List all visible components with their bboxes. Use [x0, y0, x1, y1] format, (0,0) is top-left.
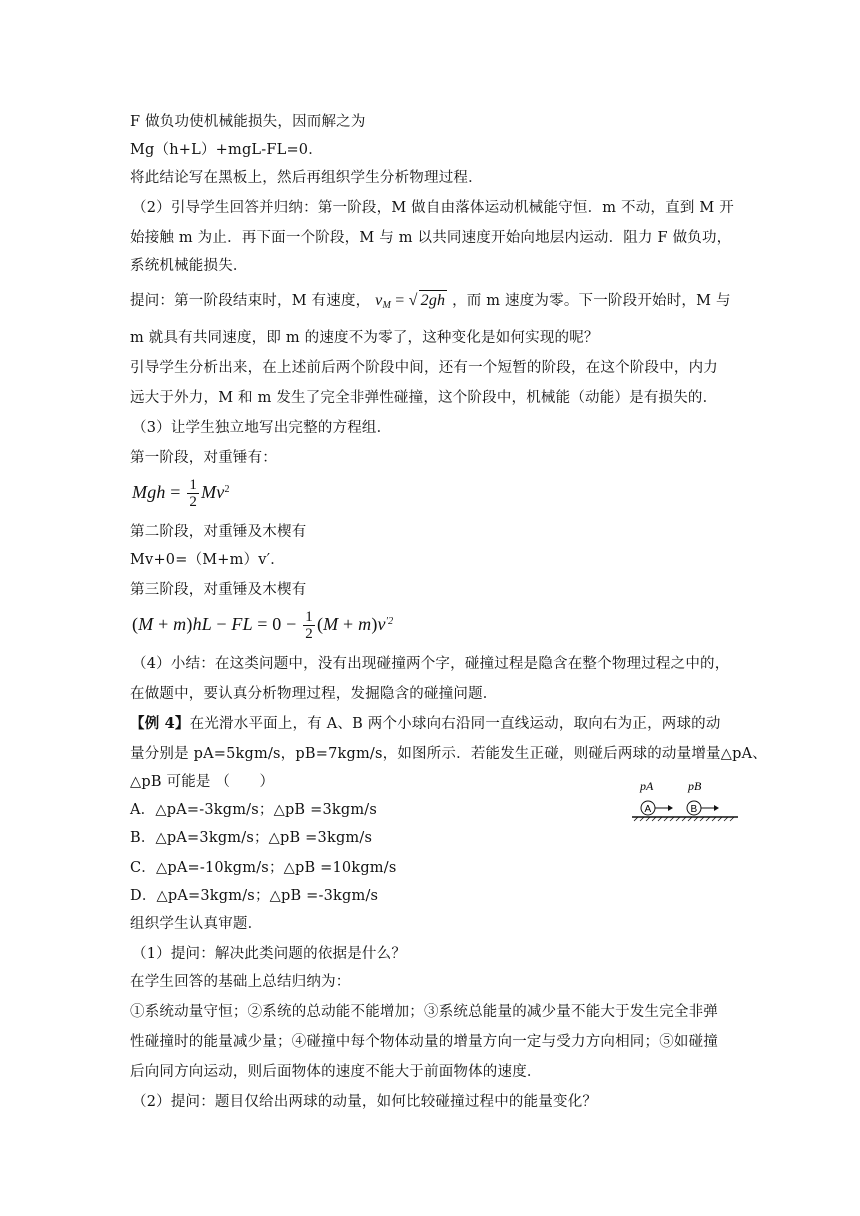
text-line: 远大于外力，M 和 m 发生了完全非弹性碰撞，这个阶段中，机械能（动能）是有损失的． [130, 390, 718, 406]
equation-3: (M + m)hL − FL = 0 − $\frac{1}{2}$ $(M + m)v^{'2}$ [132, 609, 394, 643]
collision-diagram [630, 778, 740, 826]
text-line-with-formula [130, 290, 731, 316]
text-fragment: 在光滑水平面上，有 A、B 两个小球向右沿同一直线运动，取向右为正，两球的动 [189, 716, 721, 732]
text-line: 后向同方向运动，则后面物体的速度不能大于前面物体的速度． [130, 1064, 542, 1080]
example-heading-line [130, 714, 721, 734]
option-d: D．△pA=3kgm/s；△pB =-3kgm/s [130, 888, 379, 904]
text-line: 系统机械能损失． [130, 258, 248, 274]
text-line: （4）小结：在这类问题中，没有出现碰撞两个字，碰撞过程是隐含在整个物理过程之中的， [132, 656, 730, 672]
label-pa: pA [640, 779, 654, 793]
text-line: （3）让学生独立地写出完整的方程组． [132, 420, 392, 436]
text-line: （1）提问：解决此类问题的依据是什么？ [132, 946, 407, 962]
text-line: F 做负功使机械能损失，因而解之为 [130, 114, 366, 130]
text-line: Mg（h+L）+mgL-FL=0． [130, 142, 323, 158]
formula-vm: $v_M$ = √ 2gh [375, 292, 446, 311]
ball-b-label: B [690, 804, 698, 815]
text-line: △pB 可能是 （ ） [130, 774, 275, 790]
arrowhead-a [668, 805, 673, 811]
text-line: 在做题中，要认真分析物理过程，发掘隐含的碰撞问题． [130, 686, 498, 702]
text-line: 组织学生认真审题． [130, 916, 263, 932]
text-line: m 就具有共同速度，即 m 的速度不为零了，这种变化是如何实现的呢？ [130, 330, 599, 346]
option-a: A．△pA=-3kgm/s；△pB =3kgm/s [130, 802, 378, 818]
arrowhead-b [714, 805, 719, 811]
text-line: 在学生回答的基础上总结归纳为： [130, 974, 351, 990]
equation-1: Mgh = $\frac{1}{2}$ Mv$^2$ [132, 477, 230, 511]
text-line: 始接触 m 为止．再下面一个阶段，M 与 m 以共同速度开始向地层内运动．阻力 F 做负功， [130, 230, 732, 246]
label-pb: pB [688, 779, 702, 793]
text-line: （2）引导学生回答并归纳：第一阶段，M 做自由落体运动机械能守恒．m 不动，直到 M 开 [132, 200, 734, 216]
text-line: 第三阶段，对重锤及木楔有 [130, 582, 307, 598]
text-line: 第二阶段，对重锤及木楔有 [130, 524, 307, 540]
text-line: 引导学生分析出来，在上述前后两个阶段中间，还有一个短暂的阶段，在这个阶段中，内力 [130, 360, 718, 376]
ball-a-label: A [644, 804, 652, 815]
text-line: ①系统动量守恒；②系统的总动能不能增加；③系统总能量的减少量不能大于发生完全非弹 [130, 1004, 718, 1020]
option-c: C．△pA=-10kgm/s；△pB =10kgm/s [130, 860, 397, 876]
text-line: （2）提问：题目仅给出两球的动量，如何比较碰撞过程中的能量变化？ [132, 1094, 598, 1110]
option-b: B．△pA=3kgm/s；△pB =3kgm/s [130, 830, 373, 846]
text-fragment: 提问：第一阶段结束时，M 有速度， [130, 293, 371, 309]
text-line: Mv+0=（M+m）v′． [130, 552, 285, 568]
text-fragment: ，而 m 速度为零。下一阶段开始时，M 与 [452, 293, 731, 309]
example-label: 【例 4】 [130, 715, 190, 732]
text-line: 量分别是 pA=5kgm/s，pB=7kgm/s，如图所示．若能发生正碰，则碰后两球的动量增量△pA、 [130, 746, 767, 762]
text-line: 将此结论写在黑板上，然后再组织学生分析物理过程． [130, 170, 483, 186]
text-line: 第一阶段，对重锤有： [130, 450, 277, 466]
text-line: 性碰撞时的能量减少量；④碰撞中每个物体动量的增量方向一定与受力方向相同；⑤如碰撞 [130, 1034, 718, 1050]
